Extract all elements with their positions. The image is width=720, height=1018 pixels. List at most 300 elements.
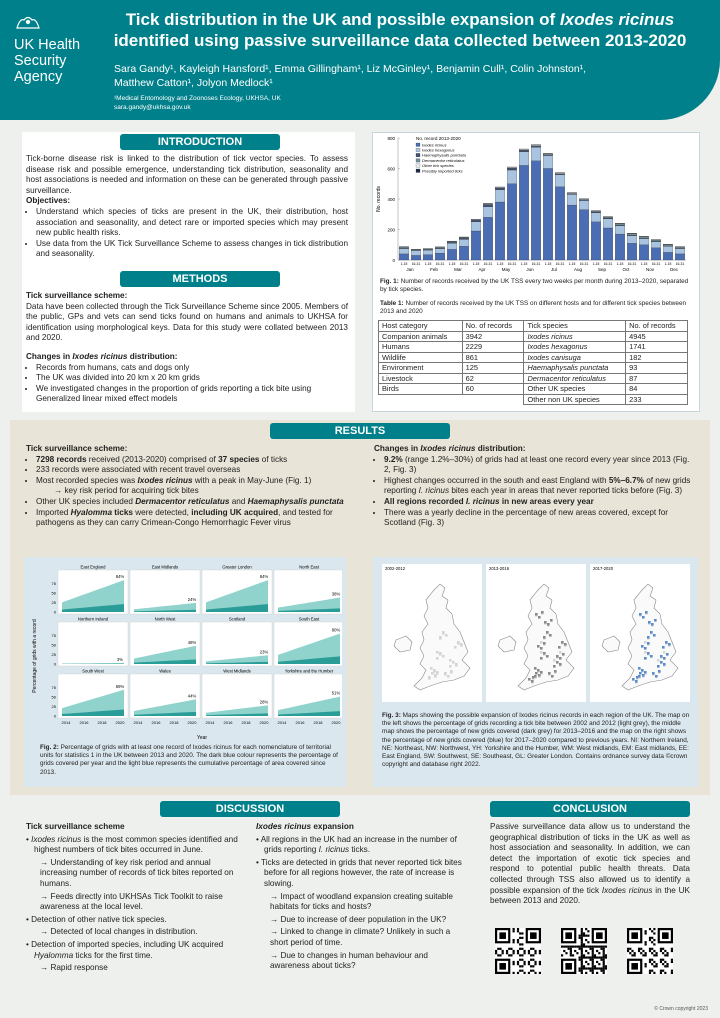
qr-module [517,930,519,932]
qr-module [563,950,565,952]
fig3-grid-cell [663,657,666,660]
results-right-sub-pre: Changes in [374,444,421,453]
fig2-x-tick: 2016 [223,720,233,725]
fig1-x-tick: 16-31 [459,262,469,266]
qr-module [596,956,598,958]
fig1-bar-segment [555,187,565,260]
fig3-grid-cell [558,646,561,649]
contact-email[interactable]: sara.gandy@ukhsa.gov.uk [114,104,191,111]
result-text: with a peak in May-June (Fig. 1) [192,475,312,485]
qr-module [581,950,583,952]
qr-module [587,963,589,965]
fig1-month-label: May [501,267,511,272]
fig3-grid-cell [657,659,660,662]
qr-module [517,963,519,965]
qr-module [495,952,497,954]
discussion-species: Hyalomma [34,950,74,960]
qr-module [592,959,594,961]
qr-module [581,970,583,972]
qr-module [671,970,673,972]
fig1-bar-segment [531,145,541,146]
fig3-grid-cell [657,665,660,668]
fig3-grid-cell [653,634,656,637]
fig3-caption-text: Maps showing the possible expansion of Ixodes ricinus records in each region of the UK. The map on the left shows the percentage of grids recording a tick bite between 2002 and 2012 (light grey), the middle map shows the percentage of new grids covered (dark grey) for 2013–2016 and the map on the right shows the percentage of new grids covered (blue) for 2017–2020 compared to previous years. NI: Northern Ireland, NE: Northeast, NW: Northwest, YH: Yorkshire and the Humber, WM: West midlands, EM: East midlands, EE: East England, SW: Southwest, SE: Southeast, GL: Greater London. Contains ordnance survey data ©crown copyright and database right 2022. [382,712,690,769]
fig2-panel-title: Northern Ireland [77,616,109,622]
qr-module [592,946,594,948]
table-cell: 182 [626,352,688,363]
qr-module [530,948,532,950]
conclusion-heading: CONCLUSION [490,801,690,817]
qr-module [570,948,572,950]
fig1-month-label: Dec [669,267,679,272]
qr-module [655,952,657,954]
fig3-grid-cell [540,657,543,660]
qr-module [534,972,536,974]
qr-module [519,970,521,972]
result-item [36,476,348,497]
qr-module [523,950,525,952]
qr-module [631,950,633,952]
qr-module [585,939,587,941]
qr-module [600,970,602,972]
fig3-grid-cell [641,645,644,648]
qr-module [594,956,596,958]
qr-module [513,961,515,963]
fig2-caption-label: Fig. 2: [40,744,59,751]
title-species: Ixodes ricinus [559,10,675,29]
fig3-grid-cell [559,651,562,654]
qr-module [662,952,664,954]
qr-module [638,948,640,950]
qr-module [583,954,585,956]
fig3-grid-cell [442,631,445,634]
fig3-grid-cell [639,672,642,675]
discussion-arrow-item: → Detected of local changes in distribution. [40,927,198,937]
fig3-grid-cell [647,636,650,639]
qr-module [596,950,598,952]
fig1-bar-segment [591,222,601,260]
qr-module [603,961,605,963]
qr-module [530,954,532,956]
fig1-legend-swatch [416,169,420,173]
qr-module [528,952,530,954]
fig2-panel-title: East Midlands [151,564,179,570]
fig3-map-title: 2017-2020 [593,566,614,571]
qr-module [629,952,631,954]
qr-module [583,965,585,967]
qr-module [585,961,587,963]
qr-module [592,950,594,952]
qr-module [523,952,525,954]
fig3-grid-cell [559,657,562,660]
fig1-bar-segment [603,228,613,260]
qr-module [585,950,587,952]
result-species: Hyalomma [70,507,113,517]
fig2-panel-value: 48% [187,639,197,645]
fig1-x-tick: 1-15 [424,262,432,266]
fig2-caption [40,744,340,777]
qr-module [603,952,605,954]
fig3-grid-cell [663,663,666,666]
qr-finder [499,932,506,939]
qr-module [605,967,607,969]
fig2-x-tick: 2014 [277,720,287,725]
fig1-y-tick: 0 [392,258,395,263]
discussion-left-sub: Tick surveillance scheme [26,822,125,831]
qr-module [629,948,631,950]
table-cell: 125 [462,363,524,374]
fig3-grid-cell [564,643,567,646]
fig3-grid-cell [431,672,434,675]
fig3-grid-cell [543,642,546,645]
fig2-x-tick: 2020 [259,720,269,725]
qr-module [649,948,651,950]
fig1-bar-segment [675,249,685,254]
qr-module [603,946,605,948]
fig3-grid-cell [442,655,445,658]
fig1-legend-title: No. record 2013-2020 [416,136,461,141]
fig1-month-label: Oct [622,267,630,272]
discussion-right-sub [256,822,462,833]
qr-module [570,954,572,956]
qr-module [589,956,591,958]
qr-module [519,937,521,939]
fig3-grid-cell [449,665,452,668]
qr-module [519,943,521,945]
fig3-grid-cell [538,616,541,619]
qr-module [603,954,605,956]
qr-module [523,963,525,965]
fig2-y-tick: 50 [51,694,56,700]
fig1-bar-segment [639,239,649,245]
fig1-bar-segment [507,184,517,260]
fig2-area-charts [28,560,342,742]
table-cell: Other UK species [524,384,626,395]
qr-module [671,972,673,974]
fig3-grid-cell [540,651,543,654]
fig2-x-tick: 2018 [169,720,179,725]
qr-module [666,952,668,954]
qr-module [600,967,602,969]
table-cell: Ixodes canisuga [524,352,626,363]
fig3-grid-cell [632,678,635,681]
fig1-bar-segment [675,254,685,260]
qr-module [581,954,583,956]
result-item: • 233 records were associated with recent travel overseas [36,465,348,476]
fig2-panel-title: Yorkshire and the Humber [284,668,334,674]
fig3-grid-cell [460,643,463,646]
fig3-grid-cell [561,641,564,644]
qr-module [634,952,636,954]
qr-module [638,950,640,952]
fig3-grid-cell [447,675,450,678]
discussion-right-sub-post: expansion [311,822,354,831]
qr-module [513,930,515,932]
qr-module [568,946,570,948]
fig1-y-tick: 600 [387,166,395,172]
fig2-x-tick: 2018 [97,720,107,725]
fig2-panel-value: 84% [115,574,125,580]
fig2-x-tick: 2014 [61,720,71,725]
fig1-bar-segment [519,152,529,166]
results-right-list [374,455,696,529]
fig3-grid-cell [648,621,651,624]
qr-module [499,954,501,956]
discussion-arrow-item: → Due to increase of deer population in the UK? [270,914,447,924]
methods-sub-tss: Tick surveillance scheme: [26,291,128,300]
fig3-grid-cell [652,672,655,675]
fig2-panel-title: East England [80,564,106,570]
objective-item: • Use data from the UK Tick Surveillance Scheme to assess changes in tick distribution and seasonality. [36,239,348,260]
fig2-panel-value: 3% [116,656,124,662]
discussion-bullet-item [26,915,240,926]
qr-module [528,950,530,952]
qr-module [521,954,523,956]
result-item [384,476,696,497]
qr-module [651,937,653,939]
qr-module [581,946,583,948]
fig1-bar-segment [663,252,673,260]
discussion-arrow-item: → Rapid response [40,963,108,973]
qr-module [585,967,587,969]
fig1-x-tick: 1-15 [496,262,504,266]
qr-module [660,970,662,972]
qr-module [589,959,591,961]
qr-module [521,965,523,967]
qr-module [583,967,585,969]
qr-finder [662,932,669,939]
qr-module [655,954,657,956]
qr-module [579,967,581,969]
qr-module [521,937,523,939]
fig1-bar-segment [591,213,601,222]
qr-module [530,965,532,967]
fig3-caption [382,712,692,769]
methods-sub-ricinus [26,352,348,363]
methods-heading: METHODS [120,271,280,287]
table-cell: 60 [462,384,524,395]
qr-module [660,948,662,950]
qr-module [579,935,581,937]
qr-module [579,970,581,972]
fig2-x-label: Year [196,735,208,741]
fig1-bar-segment [531,161,541,260]
result-text: of new grids reporting [384,475,691,496]
qr-module [506,950,508,952]
qr-module [598,946,600,948]
qr-code[interactable] [561,928,607,974]
fig1-bar-segment [495,188,505,190]
conclusion-body-end: in the UK between 2013 and 2020. [490,885,691,906]
qr-module [589,967,591,969]
qr-module [666,965,668,967]
qr-module [655,965,657,967]
fig3-grid-cell [662,646,665,649]
results-right-sub-species: Ixodes ricinus [420,444,476,453]
fig1-x-tick: 16-31 [603,262,613,266]
discussion-text: • Detection of imported species, including UK acquired [26,939,224,949]
qr-module [592,956,594,958]
qr-module [662,970,664,972]
discussion-text: • [26,834,32,844]
table-cell: Environment [379,363,463,374]
fig1-bar-segment [471,231,481,260]
qr-module [534,952,536,954]
discussion-species: Ixodes ricinus [31,834,82,844]
qr-module [539,950,541,952]
qr-module [592,972,594,974]
title-text: Tick distribution in the UK and possible expansion of [125,10,560,29]
discussion-text: • Ticks are detected in grids that never reported tick bites before for all regions however, the rate of increase is slowing. [256,857,462,888]
qr-module [603,963,605,965]
fig3-grid-cell [556,661,559,664]
qr-module [592,965,594,967]
fig3-grid-cell [534,667,537,670]
fig3-grid-cell [562,653,565,656]
qr-module [561,954,563,956]
fig1-bar-segment [663,246,673,252]
qr-module [523,961,525,963]
qr-module [651,970,653,972]
qr-module [627,950,629,952]
table-header-cell: Host category [379,321,463,332]
qr-module [576,952,578,954]
fig3-grid-cell [647,642,650,645]
fig1-bar-segment [639,245,649,260]
qr-module [587,967,589,969]
table-cell: Dermacentor reticulatus [524,373,626,384]
fig3-map-title: 2002-2012 [385,566,406,571]
table-cell: Livestock [379,373,463,384]
fig2-panel-value: 84% [259,574,269,580]
qr-module [517,961,519,963]
fig2-panel-title: Wales [159,668,171,674]
fig3-grid-cell [554,670,557,673]
fig1-month-label: Jan [406,267,414,272]
table1-caption [380,300,692,316]
qr-finder [565,932,572,939]
qr-module [539,972,541,974]
fig1-bar-segment [435,253,445,260]
objective-item: • Understand which species of ticks are present in the UK, their distribution, host association and seasonality, and detect rare or imported species which may present new public health risks. [36,207,348,239]
qr-module [640,948,642,950]
qr-code[interactable] [627,928,673,974]
fig3-grid-cell [428,676,431,679]
qr-module [581,939,583,941]
fig1-month-label: Aug [573,267,583,272]
qr-module [653,943,655,945]
fig2-panel-value: 44% [187,693,197,699]
conclusion-species: Ixodes ricinus [601,885,653,895]
objectives-label: Objectives: [26,196,71,206]
fig3-grid-cell [655,675,658,678]
qr-module [642,954,644,956]
fig2-panel-value: 38% [331,591,341,597]
fig1-bar-segment [459,246,469,260]
result-item [36,455,348,466]
result-text: Most recorded species was [36,475,138,485]
fig2-x-tick: 2016 [79,720,89,725]
fig1-bar-segment [447,249,457,260]
fig3-grid-cell [531,680,534,683]
fig3-grid-cell [550,619,553,622]
qr-module [561,946,563,948]
qr-module [600,948,602,950]
fig2-x-tick: 2020 [331,720,341,725]
qr-module [592,948,594,950]
result-item: • There was a yearly decline in the percentage of new areas covered, except for Scotland (Fig. 3) [384,508,696,529]
qr-module [508,954,510,956]
qr-module [651,948,653,950]
qr-module [598,952,600,954]
fig3-grid-cell [651,623,654,626]
org-line-3: Agency [14,69,63,85]
qr-module [662,959,664,961]
fig1-bar-segment [507,170,517,184]
qr-module [664,972,666,974]
fig1-x-tick: 16-31 [627,262,637,266]
qr-module [594,946,596,948]
qr-module [596,946,598,948]
qr-module [666,954,668,956]
qr-module [640,952,642,954]
qr-module [581,948,583,950]
qr-module [651,959,653,961]
fig3-grid-cell [537,645,540,648]
qr-module [508,948,510,950]
fig3-grid-cell [553,665,556,668]
fig2-y-tick: 50 [51,642,56,648]
fig1-bar-segment [651,240,661,241]
fig2-x-tick: 2014 [133,720,143,725]
fig3-grid-cell [668,643,671,646]
qr-module [585,946,587,948]
qr-module [519,954,521,956]
fig3-grid-cell [644,647,647,650]
qr-module [581,937,583,939]
qr-module [660,959,662,961]
fig1-bar-segment [423,255,433,260]
fig3-grid-cell [666,653,669,656]
qr-module [523,972,525,974]
qr-module [563,946,565,948]
discussion-left [26,822,240,976]
qr-module [570,952,572,954]
discussion-arrow-item: → Feeds directly into UKHSAs Tick Toolkit to raise awareness at the local level. [40,891,223,912]
fig2-y-tick: 0 [53,609,56,615]
fig3-grid-cell [546,631,549,634]
result-text: All regions recorded [384,496,466,506]
qr-code[interactable] [495,928,541,974]
fig3-grid-cell [528,678,531,681]
fig3-grid-cell [644,641,647,644]
qr-module [651,963,653,965]
discussion-bullet-item [26,940,240,961]
fig1-month-label: Mar [454,267,462,272]
qr-module [645,941,647,943]
fig2-y-label: Percentage of grids with a record [32,619,38,693]
qr-finder [596,932,603,939]
qr-module [534,950,536,952]
discussion-text: is the most common species identified and highest numbers of tick bites occurred in June. [34,834,238,855]
affiliation [114,94,281,112]
table-cell: 87 [626,373,688,384]
qr-module [594,954,596,956]
result-text: were detected, [132,507,192,517]
qr-module [579,959,581,961]
qr-module [631,954,633,956]
qr-module [600,956,602,958]
